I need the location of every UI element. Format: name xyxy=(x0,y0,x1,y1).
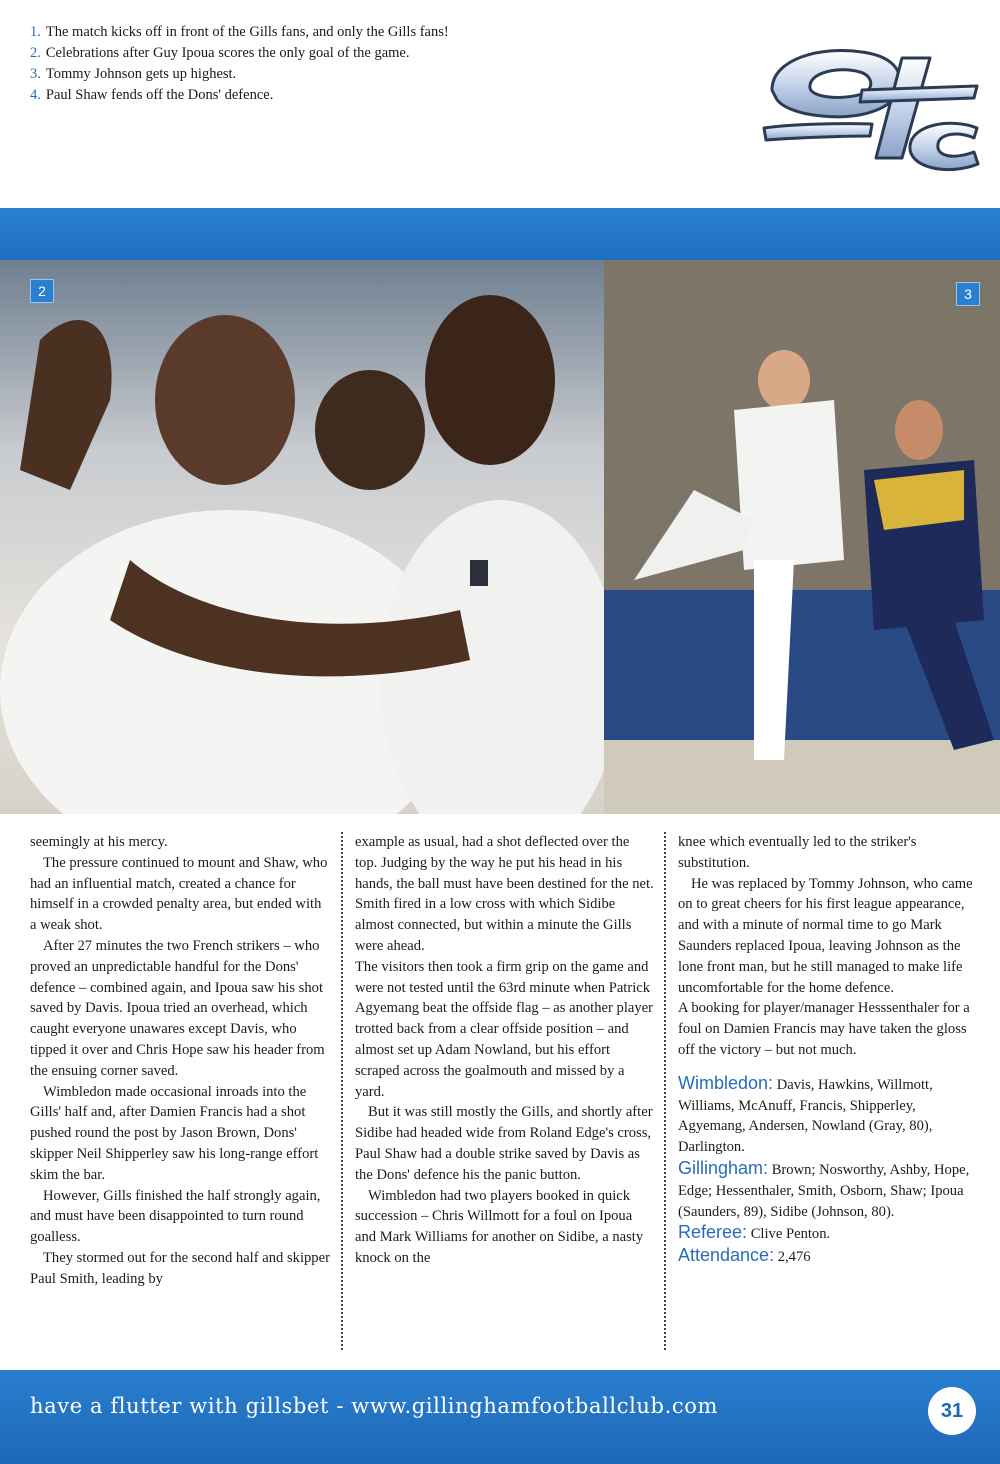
article-paragraph: But it was still mostly the Gills, and shortly after Sidibe had headed wide from Roland Edge's cross, Paul Shaw had a double strike saved by Davis as the Dons' defence his the panic button. xyxy=(355,1104,653,1183)
caption-number: 3. xyxy=(30,66,41,82)
team-lineups xyxy=(678,1073,978,1268)
article-paragraph: However, Gills finished the half strongly again, and must have been disappointed to turn round goalless. xyxy=(30,1187,321,1246)
celebration-photo xyxy=(0,260,604,814)
team-label: Gillingham: xyxy=(678,1157,769,1178)
attendance-line xyxy=(678,1245,978,1268)
article-paragraph: The visitors then took a firm grip on the game and were not tested until the 63rd minute when Patrick Agyemang beat the offside flag – as another player trotted back from a clear offside position – and almost set up Adam Nowland, but his effort scraped across the goalmouth and missed by a yard. xyxy=(355,958,653,1100)
caption-number: 2. xyxy=(30,45,41,61)
article-paragraph: The pressure continued to mount and Shaw, who had an influential match, created a chance for himself in a crowded penalty area, but ended with a weak shot. xyxy=(30,854,328,934)
article-column-2 xyxy=(355,832,655,1269)
team-label: Wimbledon: xyxy=(678,1072,774,1093)
article-paragraph: They stormed out for the second half and skipper Paul Smith, leading by xyxy=(30,1249,330,1287)
article-paragraph: He was replaced by Tommy Johnson, who came on to great cheers for his first league appearance, and with a minute of normal time to go Mark Saunders replaced Ipoua, leaving Johnson as the lone front man, but he still managed to make life uncomfortable for the home defence. xyxy=(678,875,973,996)
article-paragraph: Wimbledon made occasional inroads into the Gills' half and, after Damien Francis had a shot pushed round the post by Jason Brown, Dons' skipper Neil Shipperley saw his long-range effort skim the bar. xyxy=(30,1083,319,1183)
page-number: 31 xyxy=(928,1387,976,1435)
attendance-label: Attendance: xyxy=(678,1245,775,1266)
player-list: Brown; Nosworthy, Ashby, Hope, Edge; Hessenthaler, Smith, Osborn, Shaw; Ipoua (Saunders, 89), Sidibe (Johnson, 80). xyxy=(678,1161,970,1220)
caption-item xyxy=(30,43,730,64)
referee-name: Clive Penton. xyxy=(750,1226,831,1243)
article-paragraph: seemingly at his mercy. xyxy=(30,834,168,850)
article-column-3 xyxy=(678,832,978,1268)
photo-number-badge: 3 xyxy=(956,282,980,306)
footer-tagline: have a flutter with gillsbet - www.gillinghamfootballclub.com xyxy=(30,1394,718,1418)
header-challenge-photo xyxy=(604,260,1000,814)
article-paragraph: Wimbledon had two players booked in quick succession – Chris Willmott for a foul on Ipoua and Mark Williams for another on Sidibe, a nasty knock on the xyxy=(355,1187,644,1266)
referee-label: Referee: xyxy=(678,1222,748,1243)
article-paragraph: A booking for player/manager Hesssenthaler for a foul on Damien Francis may have taken the gloss off the victory – but not much. xyxy=(678,1000,970,1058)
referee-line xyxy=(678,1222,978,1245)
article-paragraph: knee which eventually led to the striker's substitution. xyxy=(678,834,917,871)
caption-item xyxy=(30,64,730,85)
caption-item xyxy=(30,22,730,43)
column-divider xyxy=(341,832,343,1350)
wimbledon-lineup xyxy=(678,1073,978,1158)
article-paragraph: Smith fired in a low cross with which Sidibe almost connected, but within a minute the Gills were ahead. xyxy=(355,896,632,954)
photo-captions xyxy=(30,22,730,106)
photo-number-badge: 2 xyxy=(30,279,54,303)
player-list: Davis, Hawkins, Willmott, Williams, McAnuff, Francis, Shipperley, Agyemang, Andersen, Nowland (Gray, 80), Darlington. xyxy=(678,1076,933,1156)
caption-number: 4. xyxy=(30,87,41,103)
caption-text: Tommy Johnson gets up highest. xyxy=(45,66,237,82)
gfc-logo xyxy=(752,28,984,188)
caption-item xyxy=(30,85,730,106)
top-accent-band xyxy=(0,208,1000,260)
caption-text: The match kicks off in front of the Gills fans, and only the Gills fans! xyxy=(45,24,449,40)
article-paragraph: After 27 minutes the two French strikers – who proved an unpredictable handful for the Dons' defence – combined again, and Ipoua saw his shot saved by Davis. Ipoua tried an overhead, which caught everyone unawares except Davis, who tipped it over and Chris Hope saw his header from the ensuing corner saved. xyxy=(30,937,325,1079)
article-paragraph: example as usual, had a shot deflected over the top. Judging by the way he put his head in his hands, the ball must have been destined for the net. xyxy=(355,834,654,892)
attendance-value: 2,476 xyxy=(777,1249,811,1266)
article-column-1 xyxy=(30,832,330,1290)
column-divider xyxy=(664,832,666,1350)
footer-band xyxy=(0,1370,1000,1464)
caption-text: Paul Shaw fends off the Dons' defence. xyxy=(45,87,274,103)
caption-number: 1. xyxy=(30,24,41,40)
gillingham-lineup xyxy=(678,1158,978,1222)
caption-text: Celebrations after Guy Ipoua scores the only goal of the game. xyxy=(45,45,410,61)
